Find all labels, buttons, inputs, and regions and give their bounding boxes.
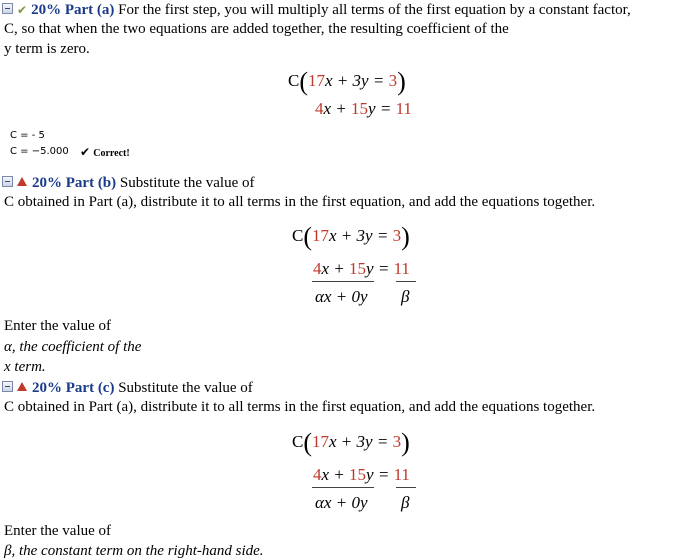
- eq-rhs: 3: [388, 71, 398, 90]
- eq-rest: x + 3y =: [329, 226, 393, 245]
- part-b-text2: C obtained in Part (a), distribute it to all terms in the first equation, and add the equations together.: [4, 194, 596, 210]
- sum-rule-right: [396, 487, 416, 488]
- part-b-header-line: [2, 174, 254, 192]
- part-b-prompt3: x term.: [4, 359, 46, 375]
- part-c-equation-2: [313, 464, 410, 486]
- eq-rest: x + 3y =: [325, 71, 389, 90]
- eq-rhs: 3: [392, 432, 402, 451]
- eq-rhs: 11: [393, 259, 410, 278]
- part-a-text2: C, so that when the two equations are added together, the resulting coefficient of the: [4, 21, 509, 37]
- eq-coef: 15: [349, 259, 367, 278]
- eq-rhs: 3: [392, 226, 402, 245]
- sum-rule-left: [312, 281, 374, 282]
- eq-coef: 4: [315, 99, 324, 118]
- part-c-header-line: [2, 379, 253, 397]
- part-a-equation-1: C(17x + 3y = 3): [288, 67, 406, 96]
- collapse-icon[interactable]: [2, 381, 13, 392]
- eq-tail: y =: [366, 259, 394, 278]
- eq-tail: y =: [366, 465, 394, 484]
- checkmark-icon: ✔: [17, 3, 28, 17]
- part-b-sum-rhs: β: [401, 287, 410, 306]
- part-c-equation-1: C(17x + 3y = 3): [292, 428, 410, 457]
- eq-rhs: 11: [393, 465, 410, 484]
- eq-constant-c: C: [288, 71, 300, 90]
- part-b-text1: Substitute the value of: [119, 175, 255, 191]
- part-b-prompt2: α, the coefficient of the: [4, 339, 142, 355]
- eq-coef: 17: [308, 71, 326, 90]
- part-b-equation-2: [313, 258, 410, 280]
- part-b-equation-1: C(17x + 3y = 3): [292, 222, 410, 251]
- eq-coef: 4: [313, 465, 322, 484]
- warning-icon: [17, 177, 27, 186]
- part-c-sum-lhs: αx + 0y: [315, 493, 368, 512]
- status-text: Correct!: [93, 148, 130, 159]
- part-a-text1: For the first step, you will multiply all terms of the first equation by a constant factor,: [118, 2, 631, 18]
- eq-constant-c: C: [292, 432, 304, 451]
- part-b-prompt1: Enter the value of: [4, 318, 112, 334]
- part-a-header-line: [2, 1, 631, 19]
- eq-mid: x +: [321, 465, 350, 484]
- sum-rule-left: [312, 487, 374, 488]
- eq-rhs: 11: [395, 99, 412, 118]
- part-a-text3: y term is zero.: [4, 41, 90, 57]
- eq-constant-c: C: [292, 226, 304, 245]
- collapse-icon[interactable]: [2, 176, 13, 187]
- part-a-equation-2: [315, 98, 412, 120]
- eq-mid: x +: [321, 259, 350, 278]
- eq-coef: 15: [349, 465, 367, 484]
- part-c-prompt2: β, the constant term on the right-hand side.: [4, 543, 264, 559]
- sum-rule-right: [396, 281, 416, 282]
- eq-coef: 4: [313, 259, 322, 278]
- part-c-text2: C obtained in Part (a), distribute it to all terms in the first equation, and add the equations together.: [4, 399, 596, 415]
- eq-coef: 15: [351, 99, 369, 118]
- part-b-sum-lhs: αx + 0y: [315, 287, 368, 306]
- eq-rest: x + 3y =: [329, 432, 393, 451]
- entered-answer: C = - 5: [10, 130, 45, 141]
- evaluated-answer: C = −5.000: [10, 146, 69, 157]
- part-c-text1: Substitute the value of: [118, 380, 253, 396]
- correct-status: [80, 145, 130, 161]
- warning-icon: [17, 382, 27, 391]
- part-c-sum-rhs: β: [401, 493, 410, 512]
- part-c-prompt1: Enter the value of: [4, 523, 112, 539]
- eq-coef: 17: [312, 226, 330, 245]
- part-c-header[interactable]: 20% Part (c): [32, 380, 115, 396]
- check-icon: ✔: [80, 145, 91, 159]
- part-a-header[interactable]: 20% Part (a): [31, 2, 115, 18]
- eq-tail: y =: [368, 99, 396, 118]
- collapse-icon[interactable]: [2, 3, 13, 14]
- part-b-header[interactable]: 20% Part (b): [32, 175, 117, 191]
- eq-mid: x +: [323, 99, 352, 118]
- eq-coef: 17: [312, 432, 330, 451]
